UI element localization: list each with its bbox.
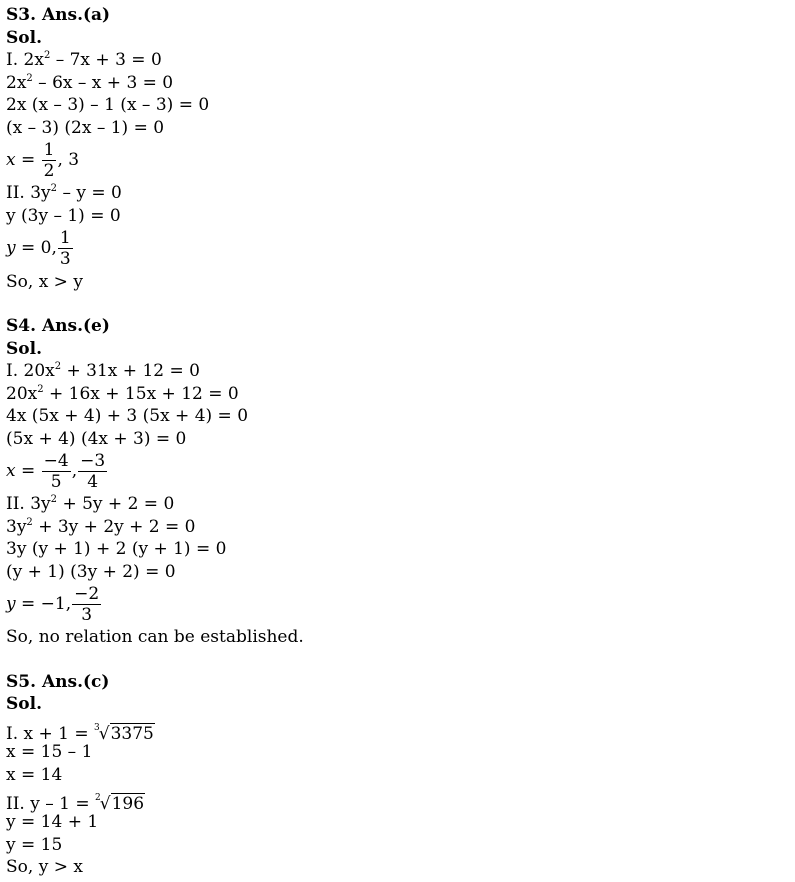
s5-eq3: x = 14 (6, 765, 63, 785)
s4-x2-fraction: $\frac{-3}{4}$ (80, 451, 106, 492)
s4-y-fraction: $\frac{-2}{3}$ (74, 584, 100, 625)
s5-eq5: y = 14 + 1 (6, 812, 99, 832)
s5-conclusion: So, y > x (6, 857, 83, 877)
s5-eq4: II. y – 1 = $^2$√196 (6, 793, 145, 814)
s5-eq1: I. x + 1 = $^3$√3375 (6, 723, 154, 744)
s3-x-fraction: $\frac{1}{2}$ (43, 140, 55, 181)
s4-conclusion: So, no relation can be established. (6, 627, 304, 647)
radical-sign: √ (99, 794, 111, 814)
s4-y-solution: y = −1, $\frac{-2}{3}$ (6, 584, 100, 625)
s3-eq1: I. $2x^2 - 7x + 3 = 0$ (6, 50, 162, 70)
s4-eq8: 3y (y + 1) + 2 (y + 1) = 0 (6, 539, 227, 559)
s3-eq3: 2x (x – 3) – 1 (x – 3) = 0 (6, 95, 210, 115)
s3-heading: S3. Ans.(a) (6, 5, 111, 25)
s3-eq7: y (3y – 1) = 0 (6, 206, 121, 226)
s5-eq2: x = 15 – 1 (6, 742, 93, 762)
s4-eq4: (5x + 4) (4x + 3) = 0 (6, 429, 187, 449)
s5-sol-label: Sol. (6, 694, 42, 714)
s3-eq4: (x – 3) (2x – 1) = 0 (6, 118, 165, 138)
s4-sol-label: Sol. (6, 339, 42, 359)
s3-eq6: II. $3y^2 - y = 0$ (6, 183, 122, 203)
s4-eq3: 4x (5x + 4) + 3 (5x + 4) = 0 (6, 406, 249, 426)
radical-sign: √ (98, 724, 110, 744)
s4-eq6: II. $3y^2 + 5y + 2 = 0$ (6, 494, 175, 514)
s4-eq1: I. $20x^2 + 31x + 12 = 0$ (6, 361, 200, 381)
s4-eq2: $20x^2 + 16x + 15x + 12 = 0$ (6, 384, 239, 404)
s4-eq7: $3y^2 + 3y + 2y + 2 = 0$ (6, 517, 196, 537)
s5-heading: S5. Ans.(c) (6, 672, 110, 692)
s3-y-fraction: $\frac{1}{3}$ (59, 228, 71, 269)
s4-x-solution: x = $\frac{-4}{5}$ , $\frac{-3}{4}$ (6, 451, 106, 492)
s3-sol-label: Sol. (6, 28, 42, 48)
s3-y-solution: y = 0, $\frac{1}{3}$ (6, 228, 71, 269)
s3-x-solution: x = $\frac{1}{2}$ , 3 (6, 140, 80, 181)
s3-eq2: $2x^2 - 6x - x + 3 = 0$ (6, 73, 174, 93)
s4-heading: S4. Ans.(e) (6, 316, 110, 336)
s3-conclusion: So, x > y (6, 272, 83, 292)
s4-x1-fraction: $\frac{-4}{5}$ (43, 451, 69, 492)
s4-eq9: (y + 1) (3y + 2) = 0 (6, 562, 176, 582)
s5-eq6: y = 15 (6, 835, 63, 855)
